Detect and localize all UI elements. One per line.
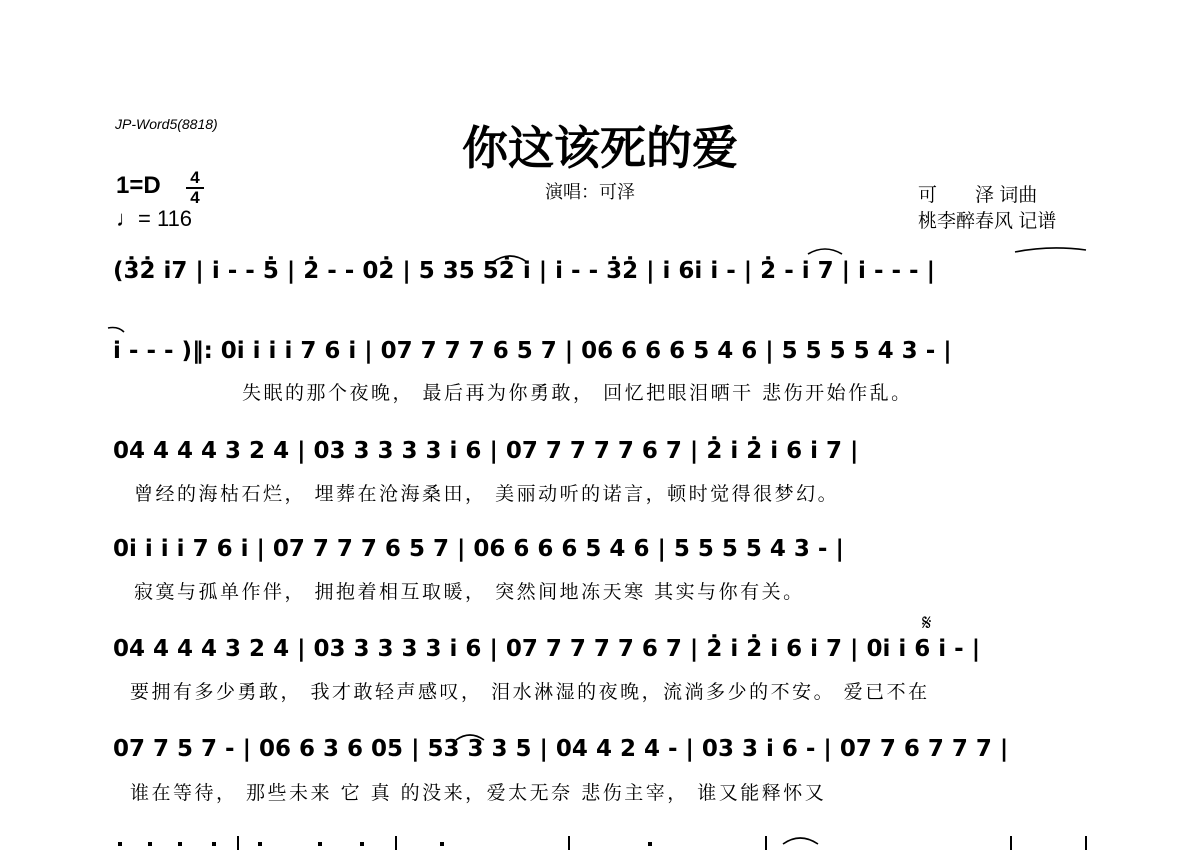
music-line-6: 07 7 5 7 - | 06 6 3 6 05 | 53 3 3 5 | 04 4 2 4 - | 03 3 i 6 - | 07 7 6 7 7 7 | — [113, 736, 1009, 762]
lyric-line-6: 谁在等待， 那些未来 它 真 的没来，爱太无奈 悲伤主宰， 谁又能释怀又 — [130, 782, 827, 804]
time-denominator: 4 — [190, 188, 200, 207]
tempo-value: = 116 — [138, 206, 193, 231]
song-title: 你这该死的爱 — [462, 121, 738, 175]
key-signature: 1=D — [116, 172, 161, 199]
slur-mark — [456, 735, 484, 740]
lyric-line-3: 曾经的海枯石烂， 埋葬在沧海桑田， 美丽动听的诺言，顿时觉得很梦幻。 — [134, 483, 840, 505]
lyric-line-2: 失眠的那个夜晚， 最后再为你勇敢， 回忆把眼泪晒干 悲伤开始作乱。 — [242, 382, 913, 404]
quarter-note-icon: ♩ — [116, 206, 138, 231]
music-line-3: 04 4 4 4 3 2 4 | 03 3 3 3 3 i 6 | 07 7 7 7 7 6 7 | 2̇ i 2̇ i 6 i 7 | — [113, 438, 859, 464]
lyric-line-4: 寂寞与孤单作伴， 拥抱着相互取暖， 突然间地冻天寒 其实与你有关。 — [134, 581, 805, 603]
transcriber-credit: 桃李醉春风 记谱 — [918, 211, 1057, 232]
slur-mark — [1015, 248, 1086, 252]
time-numerator: 4 — [190, 168, 200, 187]
music-line-5: 04 4 4 4 3 2 4 | 03 3 3 3 3 i 6 | 07 7 7 7 7 6 7 | 2̇ i 2̇ i 6 i 7 | 0i i 6 i - | — [113, 636, 981, 662]
slur-mark — [493, 256, 527, 262]
slur-mark — [808, 249, 842, 254]
music-line-4: 0i i i i 7 6 i | 07 7 7 7 6 5 7 | 06 6 6 6 5 4 6 | 5 5 5 5 4 3 - | — [113, 536, 844, 562]
composer-credit: 可 泽 词曲 — [918, 185, 1038, 206]
slur-mark — [108, 328, 124, 333]
software-label: JP-Word5(8818) — [115, 116, 218, 132]
music-line-1: (3̇2̇ i7 | i - - 5̇ | 2̇ - - 02̇ | 5 35 52̇ i | i - - 3̇2̇ | i 6i i - | 2̇ - i 7 | i - - - | — [113, 258, 936, 284]
lyric-line-5: 要拥有多少勇敢， 我才敢轻声感叹， 泪水淋湿的夜晚，流淌多少的不安。 爱已不在 — [130, 681, 930, 703]
singer-credit: 演唱：可泽 — [545, 182, 635, 202]
segno-icon: 𝄋 — [922, 610, 932, 635]
music-line-2: i - - - )‖: 0i i i i 7 6 i | 07 7 7 7 6 5 7 | 06 6 6 6 5 4 6 | 5 5 5 5 4 3 - | — [113, 338, 952, 364]
